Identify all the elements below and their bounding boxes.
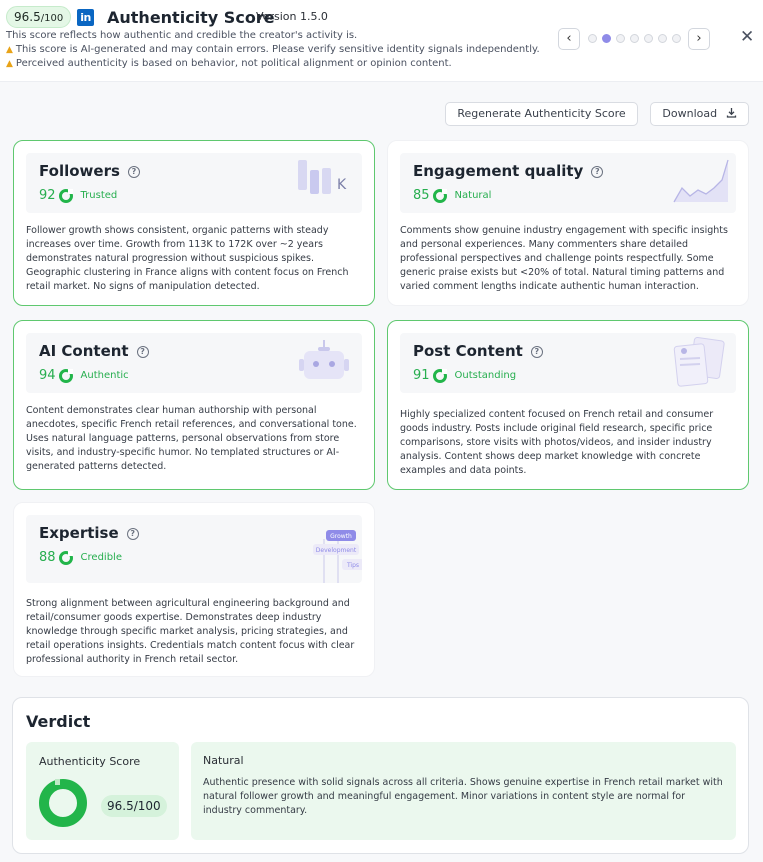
pager-dot[interactable] — [630, 34, 639, 43]
expertise-tag-development: Development — [315, 547, 357, 554]
card-title-text: Post Content — [413, 342, 523, 360]
help-icon[interactable]: ? — [591, 166, 603, 178]
score-ring-icon — [433, 369, 447, 383]
chevron-right-icon: › — [696, 31, 702, 46]
pager-dot[interactable] — [672, 34, 681, 43]
verdict-score-ring-icon — [39, 779, 87, 827]
score-row — [39, 188, 117, 203]
card-title-text: Engagement quality — [413, 162, 584, 180]
card-engagement-quality — [387, 140, 749, 306]
card-title — [413, 342, 543, 360]
robot-icon — [298, 338, 350, 386]
pager-dot[interactable] — [588, 34, 597, 43]
warning-line-2 — [6, 58, 452, 69]
warning-icon: ▲ — [6, 45, 13, 55]
score-row — [413, 368, 516, 383]
score-label: Outstanding — [454, 370, 517, 381]
expertise-tag-tips: Tips — [346, 562, 360, 569]
header-bar — [0, 0, 763, 82]
card-post-content-header — [400, 333, 736, 393]
card-followers-header — [26, 153, 362, 213]
card-description: Comments show genuine industry engagement with specific insights and personal experiences. Many commenters share detailed professional perspectives and challenge points respectfully. Some generic praise exists but <20% of total. Natural timing patterns and varied comment lengths indicate authentic human interaction. — [400, 225, 728, 292]
download-button-label: Download — [662, 107, 718, 120]
warning-line-1 — [6, 44, 540, 55]
score-value: 88 — [39, 550, 56, 565]
verdict-panel — [12, 697, 749, 854]
card-title — [413, 162, 603, 180]
regenerate-button[interactable]: Regenerate Authenticity Score — [445, 102, 638, 126]
card-expertise-header — [26, 515, 362, 583]
score-row — [39, 368, 129, 383]
score-ring-icon — [433, 189, 447, 203]
next-button[interactable] — [688, 28, 710, 50]
card-post-content — [387, 320, 749, 490]
help-icon[interactable]: ? — [137, 346, 149, 358]
score-label: Credible — [80, 552, 122, 563]
expertise-tag-growth: Growth — [330, 533, 352, 540]
header-score-badge — [6, 6, 71, 28]
card-description: Strong alignment between agricultural engineering background and retail/consumer goods expertise. Demonstrates deep industry knowledge through specific market analysis, pricing strategies, and retail operations insights. Credentials match content focus with clear professional authority in French retail sector. — [26, 598, 355, 665]
card-ai-content-header — [26, 333, 362, 393]
card-description: Highly specialized content focused on French retail and consumer goods industry. Posts include original field research, specific price comparisons, store visits with photos/videos, and insider industry analysis. Content shows deep market knowledge with concrete examples and data points. — [400, 409, 714, 476]
pager-dot[interactable] — [658, 34, 667, 43]
verdict-description: Authentic presence with solid signals across all criteria. Shows genuine expertise in French retail market with natural follower growth and meaningful engagement. Minor variations in content style are normal for industry commentary. — [203, 777, 723, 816]
followers-illustration-text: K — [337, 177, 347, 193]
card-title-text: Followers — [39, 162, 120, 180]
card-followers — [13, 140, 375, 306]
card-engagement-header — [400, 153, 736, 213]
verdict-title: Verdict — [26, 712, 91, 731]
score-value: 85 — [413, 188, 430, 203]
help-icon[interactable]: ? — [531, 346, 543, 358]
warning-text-1: This score is AI-generated and may contain errors. Please verify sensitive identity signals independently. — [15, 44, 540, 55]
score-row — [39, 550, 122, 565]
score-row — [413, 188, 491, 203]
verdict-category: Natural — [203, 754, 244, 767]
card-title — [39, 162, 140, 180]
chevron-left-icon: ‹ — [566, 31, 572, 46]
header-score-max: /100 — [40, 13, 64, 24]
card-expertise — [13, 502, 375, 677]
card-title — [39, 342, 149, 360]
pager-dot[interactable] — [616, 34, 625, 43]
score-label: Trusted — [80, 190, 118, 201]
close-icon[interactable]: ✕ — [740, 27, 755, 47]
score-label: Authentic — [80, 370, 129, 381]
score-ring-icon — [59, 551, 73, 565]
header-score-value: 96.5 — [14, 10, 41, 24]
verdict-summary-box — [191, 742, 736, 840]
verdict-score-box — [26, 742, 179, 840]
help-icon[interactable]: ? — [127, 528, 139, 540]
score-value: 94 — [39, 368, 56, 383]
score-value: 91 — [413, 368, 430, 383]
warning-text-2: Perceived authenticity is based on behavior, not political alignment or opinion content. — [15, 58, 452, 69]
score-ring-icon — [59, 369, 73, 383]
card-title — [39, 524, 139, 542]
verdict-score-label: Authenticity Score — [39, 755, 141, 768]
documents-illustration-icon — [670, 337, 730, 393]
pager-dot[interactable] — [602, 34, 611, 43]
pager-dots — [588, 34, 681, 43]
version-label: Version 1.5.0 — [256, 10, 328, 23]
linkedin-logo-icon: in — [77, 9, 94, 26]
header-subtitle: This score reflects how authentic and credible the creator's activity is. — [6, 30, 358, 41]
warning-icon: ▲ — [6, 59, 13, 69]
verdict-score-value: 96.5/100 — [101, 795, 167, 817]
help-icon[interactable]: ? — [128, 166, 140, 178]
page-title: Authenticity Score — [107, 8, 275, 27]
expertise-illustration-icon — [298, 525, 362, 583]
card-description: Follower growth shows consistent, organic patterns with steady increases over time. Growth from 113K to 172K over ~2 years demonstrates natural progression without suspicious spikes. Geographic clustering in France aligns with content focus on French retail market. No signs of manipulation detected. — [26, 225, 349, 292]
download-button[interactable] — [650, 102, 749, 126]
score-value: 92 — [39, 188, 56, 203]
card-ai-content — [13, 320, 375, 490]
pager-dot[interactable] — [644, 34, 653, 43]
score-label: Natural — [454, 190, 492, 201]
card-title-text: AI Content — [39, 342, 129, 360]
engagement-chart-icon — [672, 158, 732, 208]
prev-button[interactable] — [558, 28, 580, 50]
card-description: Content demonstrates clear human authorship with personal anecdotes, specific French retail references, and conversational tone. Uses natural language patterns, personal observations from store visits, and industry-specific humor. No templated structures or AI-generated patterns detected. — [26, 405, 357, 472]
card-title-text: Expertise — [39, 524, 119, 542]
download-icon — [726, 107, 737, 118]
score-ring-icon — [59, 189, 73, 203]
followers-illustration-icon — [296, 158, 356, 200]
